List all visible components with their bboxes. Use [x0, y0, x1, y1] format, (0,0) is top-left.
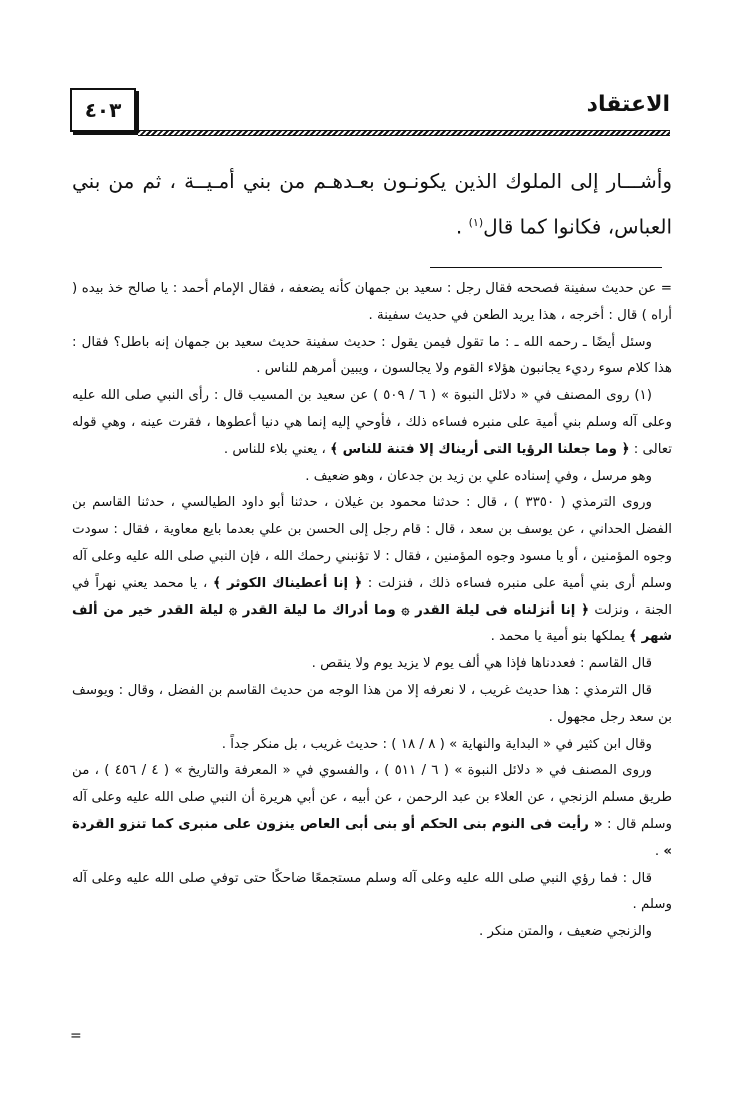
quran-quote: « رأيت فى النوم بنى الحكم أو بنى أبى العاص ينزون على منبرى كما تنزو القردة » — [72, 816, 672, 859]
footnote-text: وسئل أيضًا ـ رحمه الله ـ : ما تقول فيمن يقول : حديث سفينة حديث سعيد بن جمهان إنه باطل؟ فقال : هذا كلام سوء رديء يجانبون هؤلاء القوم ولا يجالسون ، ويبين أمرهم للناس . — [72, 334, 672, 377]
footnote-paragraph — [72, 651, 672, 678]
footnote-text: ، يا محمد يعني نهراً في الجنة ، ونزلت — [72, 575, 672, 618]
book-title: الاعتقاد — [586, 92, 670, 117]
main-paragraph — [72, 160, 672, 248]
footnote-separator — [430, 267, 662, 268]
footnote-paragraph — [72, 383, 672, 463]
header-rule — [138, 130, 670, 136]
footnote-text: وروى المصنف في « دلائل النبوة » ( ٦ / ٥١١ ) ، والفسوي في « المعرفة والتاريخ » ( ٤ / ٤٥٦ ) ، من طريق مسلم الزنجي ، عن العلاء بن عبد الرحمن ، عن أبيه ، عن أبي هريرة أن النبي صلى الله عليه وعلى آله وسلم قال : — [72, 763, 672, 832]
footnote-text: يملكها بنو أمية يا محمد . — [490, 629, 630, 645]
footnote-paragraph — [72, 732, 672, 759]
quran-quote: ﴿ إنا أنزلناه فى ليلة القدر ۞ وما أدراك ما ليلة القدر ۞ ليلة القدر خير من ألف شهر ﴾ — [72, 602, 672, 645]
footnote-ref: (١) — [468, 216, 484, 229]
footnotes — [72, 276, 672, 946]
footnote-text: وروى الترمذي ( ٣٣٥٠ ) ، قال : حدثنا محمود بن غيلان ، حدثنا أبو داود الطيالسي ، حدثنا القاسم بن الفضل الحداني ، عن يوسف بن سعد ، قال : قام رجل إلى الحسن بن علي بعدما بايع معاوية ، فقال : سودت وجوه المؤمنين ، أو يا مسود وجوه المؤمنين ، فقال : لا تؤنبني رحمك الله ، فإن النبي صلى الله عليه وعلى آله وسلم أرى بني أمية على منبره فساءه ذلك ، فنزلت : — [72, 495, 672, 591]
footnote-text: (١) روى المصنف في « دلائل النبوة » ( ٦ / ٥٠٩ ) عن سعيد بن المسيب قال : رأى النبي صلى الله عليه وعلى آله وسلم بني أمية على منبره فساءه ذلك ، فأوحي إليه إنما هي دنيا أعطوها ، فقرت عينه ، وهي قوله تعالى : — [72, 388, 672, 457]
footnote-text: قال : فما رؤي النبي صلى الله عليه وعلى آله وسلم مستجمعًا ضاحكًا حتى توفي صلى الله عليه وعلى آله وسلم . — [72, 870, 672, 913]
footnote-paragraph — [72, 490, 672, 651]
footnote-paragraph — [72, 678, 672, 732]
footnote-text: . — [654, 843, 664, 859]
footnote-paragraph — [72, 919, 672, 946]
footnote-paragraph — [72, 866, 672, 920]
page-number: ٤٠٣ — [70, 88, 136, 132]
footnote-text: ، يعني بلاء للناس . — [223, 441, 331, 457]
quran-quote: ﴿ وما جعلنا الرؤيا التى أريناك إلا فتنة للناس ﴾ — [330, 441, 630, 457]
footnote-text: والزنجي ضعيف ، والمتن منكر . — [478, 924, 652, 940]
footnote-paragraph — [72, 758, 672, 865]
quran-quote: ﴿ إنا أعطيناك الكوثر ﴾ — [213, 575, 363, 591]
footnote-paragraph — [72, 464, 672, 491]
footnote-text: = عن حديث سفينة فصححه فقال رجل : سعيد بن جمهان كأنه يضعفه ، فقال الإمام أحمد : يا صالح خذ بيده ( أراه ) قال : أخرجه ، هذا يريد الطعن في حديث سفينة . — [72, 281, 672, 323]
footnote-text: وهو مرسل ، وفي إسناده علي بن زيد بن جدعان ، وهو ضعيف . — [305, 468, 652, 484]
page-header — [70, 88, 670, 138]
footnote-paragraph — [72, 330, 672, 384]
continuation-mark: = — [70, 1028, 82, 1044]
footnote-text: قال القاسم : فعددناها فإذا هي ألف يوم لا يزيد يوم ولا ينقص . — [311, 656, 652, 672]
footnote-text: وقال ابن كثير في « البداية والنهاية » ( ٨ / ١٨ ) : حديث غريب ، بل منكر جداً . — [221, 736, 652, 752]
footnote-paragraph — [72, 276, 672, 330]
main-text-tail: . — [455, 214, 469, 239]
main-text: وأشـــار إلى الملوك الذين يكونـون بعـدهـم من بني أمـيــة ، ثم من بني العباس، فكانوا كما قال — [72, 169, 672, 239]
footnote-text: قال الترمذي : هذا حديث غريب ، لا نعرفه إلا من هذا الوجه من حديث القاسم بن الفضل ، وقال : ويوسف بن سعد رجل مجهول . — [72, 682, 672, 725]
